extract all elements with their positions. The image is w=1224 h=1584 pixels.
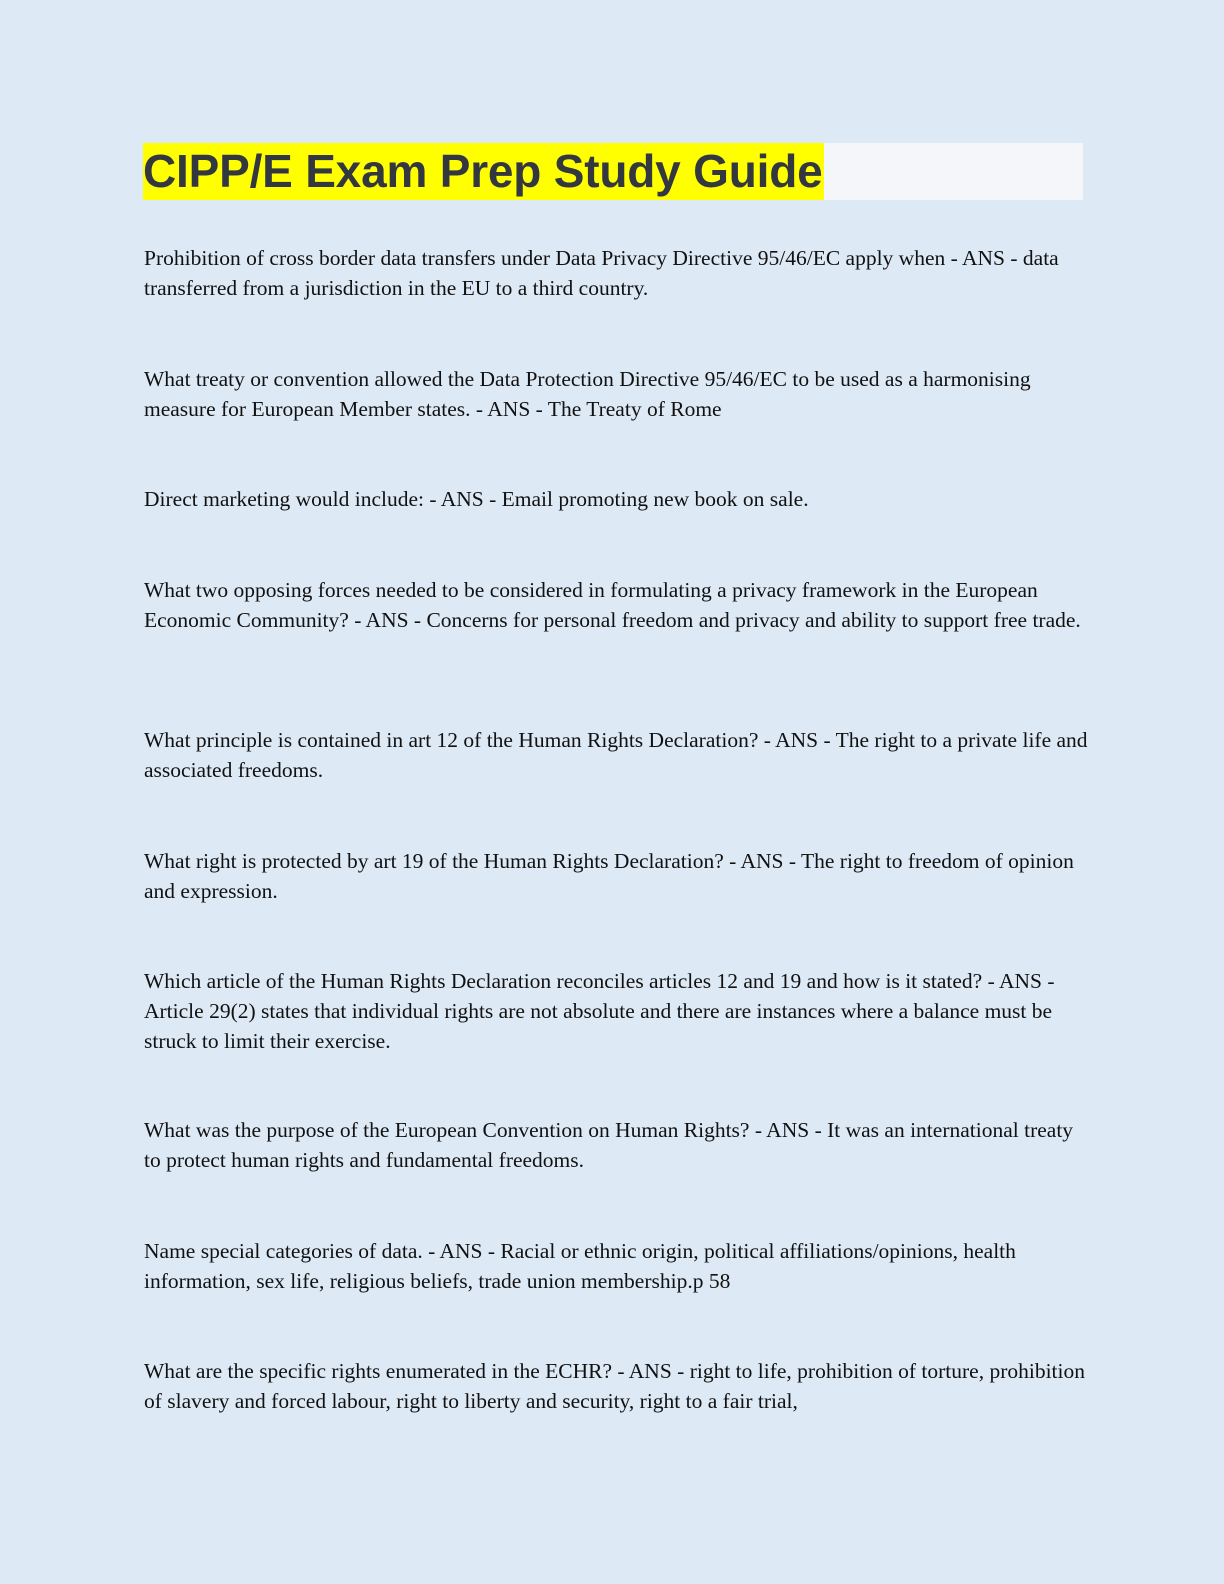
qa-item-5: What principle is contained in art 12 of the Human Rights Declaration? - ANS - The right to a private life and associated freedoms. — [144, 728, 1088, 782]
qa-item-4: What two opposing forces needed to be considered in formulating a privacy framework in the European Economic Community? - ANS - Concerns for personal freedom and privacy and ability to support free trade. — [144, 578, 1081, 632]
qa-item-7: Which article of the Human Rights Declaration reconciles articles 12 and 19 and how is it stated? - ANS - Article 29(2) states that individual rights are not absolute and there are instances where a balance must be struck to limit their exercise. — [144, 969, 1055, 1053]
page-title: CIPP/E Exam Prep Study Guide — [143, 143, 824, 200]
qa-item-10: What are the specific rights enumerated in the ECHR? - ANS - right to life, prohibition of torture, prohibition of slavery and forced labour, right to liberty and security, right to a fair trial, — [144, 1359, 1085, 1413]
qa-item-9: Name special categories of data. - ANS - Racial or ethnic origin, political affiliations/opinions, health information, sex life, religious beliefs, trade union membership.p 58 — [144, 1239, 1016, 1293]
title-bar — [143, 143, 1083, 200]
qa-item-2: What treaty or convention allowed the Data Protection Directive 95/46/EC to be used as a harmonising measure for European Member states. - ANS - The Treaty of Rome — [144, 367, 1031, 421]
qa-item-8: What was the purpose of the European Convention on Human Rights? - ANS - It was an international treaty to protect human rights and fundamental freedoms. — [144, 1118, 1074, 1172]
qa-item-1: Prohibition of cross border data transfers under Data Privacy Directive 95/46/EC apply when - ANS - data transferred from a jurisdiction in the EU to a third country. — [144, 246, 1059, 300]
qa-item-3: Direct marketing would include: - ANS - Email promoting new book on sale. — [144, 487, 809, 511]
qa-item-6: What right is protected by art 19 of the Human Rights Declaration? - ANS - The right to freedom of opinion and expression. — [144, 849, 1074, 903]
